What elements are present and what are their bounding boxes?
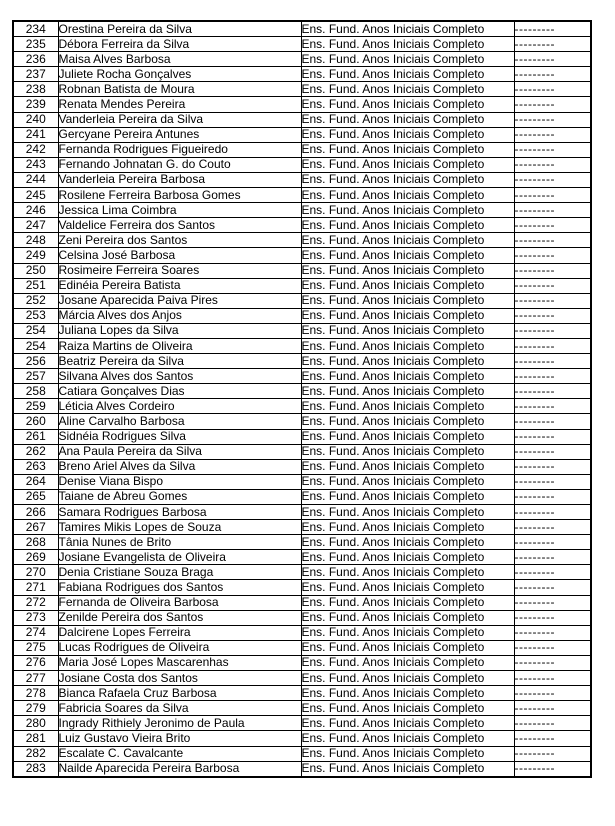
table-row — [13, 369, 591, 384]
empty-value-cell: --------- — [514, 444, 591, 459]
empty-value-cell: --------- — [514, 595, 591, 610]
table-row — [13, 671, 591, 686]
table-row — [13, 580, 591, 595]
education-level-cell: Ens. Fund. Anos Iniciais Completo — [301, 610, 514, 625]
education-level-cell: Ens. Fund. Anos Iniciais Completo — [301, 625, 514, 640]
person-name-cell: Lucas Rodrigues de Oliveira — [58, 640, 301, 655]
empty-value-cell: --------- — [514, 731, 591, 746]
empty-value-cell: --------- — [514, 52, 591, 67]
education-level-cell: Ens. Fund. Anos Iniciais Completo — [301, 444, 514, 459]
education-level-cell: Ens. Fund. Anos Iniciais Completo — [301, 354, 514, 369]
table-row — [13, 429, 591, 444]
person-name-cell: Breno Ariel Alves da Silva — [58, 459, 301, 474]
empty-value-cell: --------- — [514, 203, 591, 218]
person-name-cell: Rosimeire Ferreira Soares — [58, 263, 301, 278]
person-name-cell: Juliana Lopes da Silva — [58, 323, 301, 338]
person-name-cell: Catiara Gonçalves Dias — [58, 384, 301, 399]
row-number-cell: 273 — [13, 610, 58, 625]
empty-value-cell: --------- — [514, 550, 591, 565]
row-number-cell: 283 — [13, 761, 58, 777]
empty-value-cell: --------- — [514, 112, 591, 127]
empty-value-cell: --------- — [514, 293, 591, 308]
table-row — [13, 565, 591, 580]
empty-value-cell: --------- — [514, 263, 591, 278]
person-name-cell: Fabricia Soares da Silva — [58, 701, 301, 716]
table-row — [13, 595, 591, 610]
education-level-cell: Ens. Fund. Anos Iniciais Completo — [301, 308, 514, 323]
empty-value-cell: --------- — [514, 761, 591, 777]
empty-value-cell: --------- — [514, 248, 591, 263]
table-row — [13, 263, 591, 278]
row-number-cell: 275 — [13, 640, 58, 655]
table-row — [13, 142, 591, 157]
row-number-cell: 238 — [13, 82, 58, 97]
education-level-cell: Ens. Fund. Anos Iniciais Completo — [301, 82, 514, 97]
person-name-cell: Fernando Johnatan G. do Couto — [58, 157, 301, 172]
table-row — [13, 716, 591, 731]
row-number-cell: 265 — [13, 489, 58, 504]
table-row — [13, 746, 591, 761]
person-name-cell: Celsina José Barbosa — [58, 248, 301, 263]
empty-value-cell: --------- — [514, 157, 591, 172]
education-level-cell: Ens. Fund. Anos Iniciais Completo — [301, 640, 514, 655]
education-level-cell: Ens. Fund. Anos Iniciais Completo — [301, 263, 514, 278]
education-level-cell: Ens. Fund. Anos Iniciais Completo — [301, 701, 514, 716]
person-name-cell: Léticia Alves Cordeiro — [58, 399, 301, 414]
empty-value-cell: --------- — [514, 354, 591, 369]
row-number-cell: 251 — [13, 278, 58, 293]
person-name-cell: Valdelice Ferreira dos Santos — [58, 218, 301, 233]
education-level-cell: Ens. Fund. Anos Iniciais Completo — [301, 338, 514, 353]
table-row — [13, 640, 591, 655]
row-number-cell: 239 — [13, 97, 58, 112]
row-number-cell: 242 — [13, 142, 58, 157]
table-row — [13, 686, 591, 701]
row-number-cell: 280 — [13, 716, 58, 731]
person-name-cell: Débora Ferreira da Silva — [58, 37, 301, 52]
row-number-cell: 277 — [13, 671, 58, 686]
education-level-cell: Ens. Fund. Anos Iniciais Completo — [301, 323, 514, 338]
row-number-cell: 252 — [13, 293, 58, 308]
person-name-cell: Rosilene Ferreira Barbosa Gomes — [58, 188, 301, 203]
table-row — [13, 474, 591, 489]
person-name-cell: Denise Viana Bispo — [58, 474, 301, 489]
empty-value-cell: --------- — [514, 384, 591, 399]
row-number-cell: 254 — [13, 338, 58, 353]
table-row — [13, 172, 591, 187]
education-level-cell: Ens. Fund. Anos Iniciais Completo — [301, 535, 514, 550]
row-number-cell: 264 — [13, 474, 58, 489]
table-row — [13, 655, 591, 670]
empty-value-cell: --------- — [514, 686, 591, 701]
education-level-cell: Ens. Fund. Anos Iniciais Completo — [301, 278, 514, 293]
table-row — [13, 354, 591, 369]
empty-value-cell: --------- — [514, 278, 591, 293]
row-number-cell: 270 — [13, 565, 58, 580]
empty-value-cell: --------- — [514, 233, 591, 248]
empty-value-cell: --------- — [514, 218, 591, 233]
empty-value-cell: --------- — [514, 701, 591, 716]
empty-value-cell: --------- — [514, 21, 591, 37]
education-level-cell: Ens. Fund. Anos Iniciais Completo — [301, 505, 514, 520]
person-name-cell: Beatriz Pereira da Silva — [58, 354, 301, 369]
table-row — [13, 323, 591, 338]
education-level-cell: Ens. Fund. Anos Iniciais Completo — [301, 67, 514, 82]
row-number-cell: 281 — [13, 731, 58, 746]
person-name-cell: Fabiana Rodrigues dos Santos — [58, 580, 301, 595]
education-level-cell: Ens. Fund. Anos Iniciais Completo — [301, 248, 514, 263]
person-name-cell: Vanderleia Pereira Barbosa — [58, 172, 301, 187]
education-level-cell: Ens. Fund. Anos Iniciais Completo — [301, 671, 514, 686]
person-name-cell: Tânia Nunes de Brito — [58, 535, 301, 550]
row-number-cell: 250 — [13, 263, 58, 278]
person-name-cell: Bianca Rafaela Cruz Barbosa — [58, 686, 301, 701]
person-name-cell: Jessica Lima Coimbra — [58, 203, 301, 218]
education-level-cell: Ens. Fund. Anos Iniciais Completo — [301, 157, 514, 172]
table-row — [13, 399, 591, 414]
row-number-cell: 262 — [13, 444, 58, 459]
person-name-cell: Escalate C. Cavalcante — [58, 746, 301, 761]
table-row — [13, 203, 591, 218]
row-number-cell: 271 — [13, 580, 58, 595]
row-number-cell: 272 — [13, 595, 58, 610]
education-level-cell: Ens. Fund. Anos Iniciais Completo — [301, 565, 514, 580]
empty-value-cell: --------- — [514, 535, 591, 550]
row-number-cell: 259 — [13, 399, 58, 414]
empty-value-cell: --------- — [514, 716, 591, 731]
person-name-cell: Zenilde Pereira dos Santos — [58, 610, 301, 625]
education-level-cell: Ens. Fund. Anos Iniciais Completo — [301, 474, 514, 489]
row-number-cell: 244 — [13, 172, 58, 187]
education-level-cell: Ens. Fund. Anos Iniciais Completo — [301, 489, 514, 504]
row-number-cell: 243 — [13, 157, 58, 172]
row-number-cell: 276 — [13, 655, 58, 670]
empty-value-cell: --------- — [514, 520, 591, 535]
person-name-cell: Nailde Aparecida Pereira Barbosa — [58, 761, 301, 777]
empty-value-cell: --------- — [514, 172, 591, 187]
empty-value-cell: --------- — [514, 610, 591, 625]
empty-value-cell: --------- — [514, 429, 591, 444]
person-name-cell: Josane Aparecida Paiva Pires — [58, 293, 301, 308]
table-row — [13, 188, 591, 203]
education-level-cell: Ens. Fund. Anos Iniciais Completo — [301, 21, 514, 37]
row-number-cell: 261 — [13, 429, 58, 444]
row-number-cell: 245 — [13, 188, 58, 203]
table-row — [13, 444, 591, 459]
row-number-cell: 263 — [13, 459, 58, 474]
education-level-cell: Ens. Fund. Anos Iniciais Completo — [301, 142, 514, 157]
education-level-cell: Ens. Fund. Anos Iniciais Completo — [301, 37, 514, 52]
empty-value-cell: --------- — [514, 338, 591, 353]
row-number-cell: 236 — [13, 52, 58, 67]
row-number-cell: 253 — [13, 308, 58, 323]
roster-table — [12, 20, 592, 778]
empty-value-cell: --------- — [514, 640, 591, 655]
row-number-cell: 269 — [13, 550, 58, 565]
person-name-cell: Renata Mendes Pereira — [58, 97, 301, 112]
table-row — [13, 218, 591, 233]
person-name-cell: Edinéia Pereira Batista — [58, 278, 301, 293]
table-row — [13, 489, 591, 504]
table-row — [13, 459, 591, 474]
table-row — [13, 157, 591, 172]
row-number-cell: 267 — [13, 520, 58, 535]
education-level-cell: Ens. Fund. Anos Iniciais Completo — [301, 127, 514, 142]
row-number-cell: 234 — [13, 21, 58, 37]
person-name-cell: Zeni Pereira dos Santos — [58, 233, 301, 248]
table-row — [13, 338, 591, 353]
table-row — [13, 414, 591, 429]
person-name-cell: Robnan Batista de Moura — [58, 82, 301, 97]
empty-value-cell: --------- — [514, 67, 591, 82]
education-level-cell: Ens. Fund. Anos Iniciais Completo — [301, 459, 514, 474]
education-level-cell: Ens. Fund. Anos Iniciais Completo — [301, 595, 514, 610]
row-number-cell: 235 — [13, 37, 58, 52]
person-name-cell: Taiane de Abreu Gomes — [58, 489, 301, 504]
person-name-cell: Silvana Alves dos Santos — [58, 369, 301, 384]
row-number-cell: 237 — [13, 67, 58, 82]
row-number-cell: 274 — [13, 625, 58, 640]
table-row — [13, 127, 591, 142]
row-number-cell: 282 — [13, 746, 58, 761]
table-row — [13, 520, 591, 535]
empty-value-cell: --------- — [514, 580, 591, 595]
education-level-cell: Ens. Fund. Anos Iniciais Completo — [301, 233, 514, 248]
education-level-cell: Ens. Fund. Anos Iniciais Completo — [301, 52, 514, 67]
empty-value-cell: --------- — [514, 746, 591, 761]
table-row — [13, 278, 591, 293]
education-level-cell: Ens. Fund. Anos Iniciais Completo — [301, 686, 514, 701]
education-level-cell: Ens. Fund. Anos Iniciais Completo — [301, 384, 514, 399]
empty-value-cell: --------- — [514, 474, 591, 489]
row-number-cell: 240 — [13, 112, 58, 127]
empty-value-cell: --------- — [514, 188, 591, 203]
row-number-cell: 268 — [13, 535, 58, 550]
person-name-cell: Josiane Costa dos Santos — [58, 671, 301, 686]
person-name-cell: Maria José Lopes Mascarenhas — [58, 655, 301, 670]
education-level-cell: Ens. Fund. Anos Iniciais Completo — [301, 550, 514, 565]
empty-value-cell: --------- — [514, 127, 591, 142]
row-number-cell: 258 — [13, 384, 58, 399]
table-row — [13, 233, 591, 248]
empty-value-cell: --------- — [514, 565, 591, 580]
person-name-cell: Denia Cristiane Souza Braga — [58, 565, 301, 580]
person-name-cell: Josiane Evangelista de Oliveira — [58, 550, 301, 565]
table-row — [13, 308, 591, 323]
education-level-cell: Ens. Fund. Anos Iniciais Completo — [301, 112, 514, 127]
person-name-cell: Fernanda de Oliveira Barbosa — [58, 595, 301, 610]
person-name-cell: Fernanda Rodrigues Figueiredo — [58, 142, 301, 157]
roster-table-body — [13, 21, 591, 777]
empty-value-cell: --------- — [514, 142, 591, 157]
person-name-cell: Ingrady Rithiely Jeronimo de Paula — [58, 716, 301, 731]
empty-value-cell: --------- — [514, 671, 591, 686]
row-number-cell: 247 — [13, 218, 58, 233]
table-row — [13, 625, 591, 640]
empty-value-cell: --------- — [514, 97, 591, 112]
education-level-cell: Ens. Fund. Anos Iniciais Completo — [301, 520, 514, 535]
table-row — [13, 37, 591, 52]
table-row — [13, 112, 591, 127]
person-name-cell: Tamires Mikis Lopes de Souza — [58, 520, 301, 535]
table-row — [13, 731, 591, 746]
row-number-cell: 248 — [13, 233, 58, 248]
empty-value-cell: --------- — [514, 414, 591, 429]
empty-value-cell: --------- — [514, 505, 591, 520]
education-level-cell: Ens. Fund. Anos Iniciais Completo — [301, 172, 514, 187]
person-name-cell: Orestina Pereira da Silva — [58, 21, 301, 37]
table-row — [13, 293, 591, 308]
row-number-cell: 256 — [13, 354, 58, 369]
row-number-cell: 254 — [13, 323, 58, 338]
person-name-cell: Juliete Rocha Gonçalves — [58, 67, 301, 82]
table-row — [13, 610, 591, 625]
education-level-cell: Ens. Fund. Anos Iniciais Completo — [301, 203, 514, 218]
empty-value-cell: --------- — [514, 323, 591, 338]
person-name-cell: Vanderleia Pereira da Silva — [58, 112, 301, 127]
person-name-cell: Aline Carvalho Barbosa — [58, 414, 301, 429]
table-row — [13, 535, 591, 550]
person-name-cell: Luiz Gustavo Vieira Brito — [58, 731, 301, 746]
person-name-cell: Dalcirene Lopes Ferreira — [58, 625, 301, 640]
education-level-cell: Ens. Fund. Anos Iniciais Completo — [301, 188, 514, 203]
education-level-cell: Ens. Fund. Anos Iniciais Completo — [301, 97, 514, 112]
education-level-cell: Ens. Fund. Anos Iniciais Completo — [301, 761, 514, 777]
empty-value-cell: --------- — [514, 37, 591, 52]
row-number-cell: 260 — [13, 414, 58, 429]
row-number-cell: 279 — [13, 701, 58, 716]
person-name-cell: Ana Paula Pereira da Silva — [58, 444, 301, 459]
empty-value-cell: --------- — [514, 369, 591, 384]
table-row — [13, 701, 591, 716]
education-level-cell: Ens. Fund. Anos Iniciais Completo — [301, 580, 514, 595]
table-row — [13, 505, 591, 520]
person-name-cell: Maisa Alves Barbosa — [58, 52, 301, 67]
education-level-cell: Ens. Fund. Anos Iniciais Completo — [301, 746, 514, 761]
table-row — [13, 82, 591, 97]
empty-value-cell: --------- — [514, 308, 591, 323]
education-level-cell: Ens. Fund. Anos Iniciais Completo — [301, 293, 514, 308]
row-number-cell: 241 — [13, 127, 58, 142]
empty-value-cell: --------- — [514, 625, 591, 640]
table-row — [13, 248, 591, 263]
row-number-cell: 257 — [13, 369, 58, 384]
table-row — [13, 67, 591, 82]
table-row — [13, 52, 591, 67]
education-level-cell: Ens. Fund. Anos Iniciais Completo — [301, 429, 514, 444]
row-number-cell: 278 — [13, 686, 58, 701]
education-level-cell: Ens. Fund. Anos Iniciais Completo — [301, 218, 514, 233]
row-number-cell: 249 — [13, 248, 58, 263]
person-name-cell: Gercyane Pereira Antunes — [58, 127, 301, 142]
education-level-cell: Ens. Fund. Anos Iniciais Completo — [301, 399, 514, 414]
education-level-cell: Ens. Fund. Anos Iniciais Completo — [301, 655, 514, 670]
table-row — [13, 97, 591, 112]
education-level-cell: Ens. Fund. Anos Iniciais Completo — [301, 369, 514, 384]
person-name-cell: Samara Rodrigues Barbosa — [58, 505, 301, 520]
education-level-cell: Ens. Fund. Anos Iniciais Completo — [301, 716, 514, 731]
empty-value-cell: --------- — [514, 459, 591, 474]
person-name-cell: Sidnéia Rodrigues Silva — [58, 429, 301, 444]
table-row — [13, 761, 591, 777]
table-row — [13, 550, 591, 565]
row-number-cell: 246 — [13, 203, 58, 218]
empty-value-cell: --------- — [514, 655, 591, 670]
person-name-cell: Raiza Martins de Oliveira — [58, 338, 301, 353]
empty-value-cell: --------- — [514, 399, 591, 414]
empty-value-cell: --------- — [514, 82, 591, 97]
person-name-cell: Márcia Alves dos Anjos — [58, 308, 301, 323]
table-row — [13, 384, 591, 399]
education-level-cell: Ens. Fund. Anos Iniciais Completo — [301, 731, 514, 746]
education-level-cell: Ens. Fund. Anos Iniciais Completo — [301, 414, 514, 429]
row-number-cell: 266 — [13, 505, 58, 520]
empty-value-cell: --------- — [514, 489, 591, 504]
table-row — [13, 21, 591, 37]
